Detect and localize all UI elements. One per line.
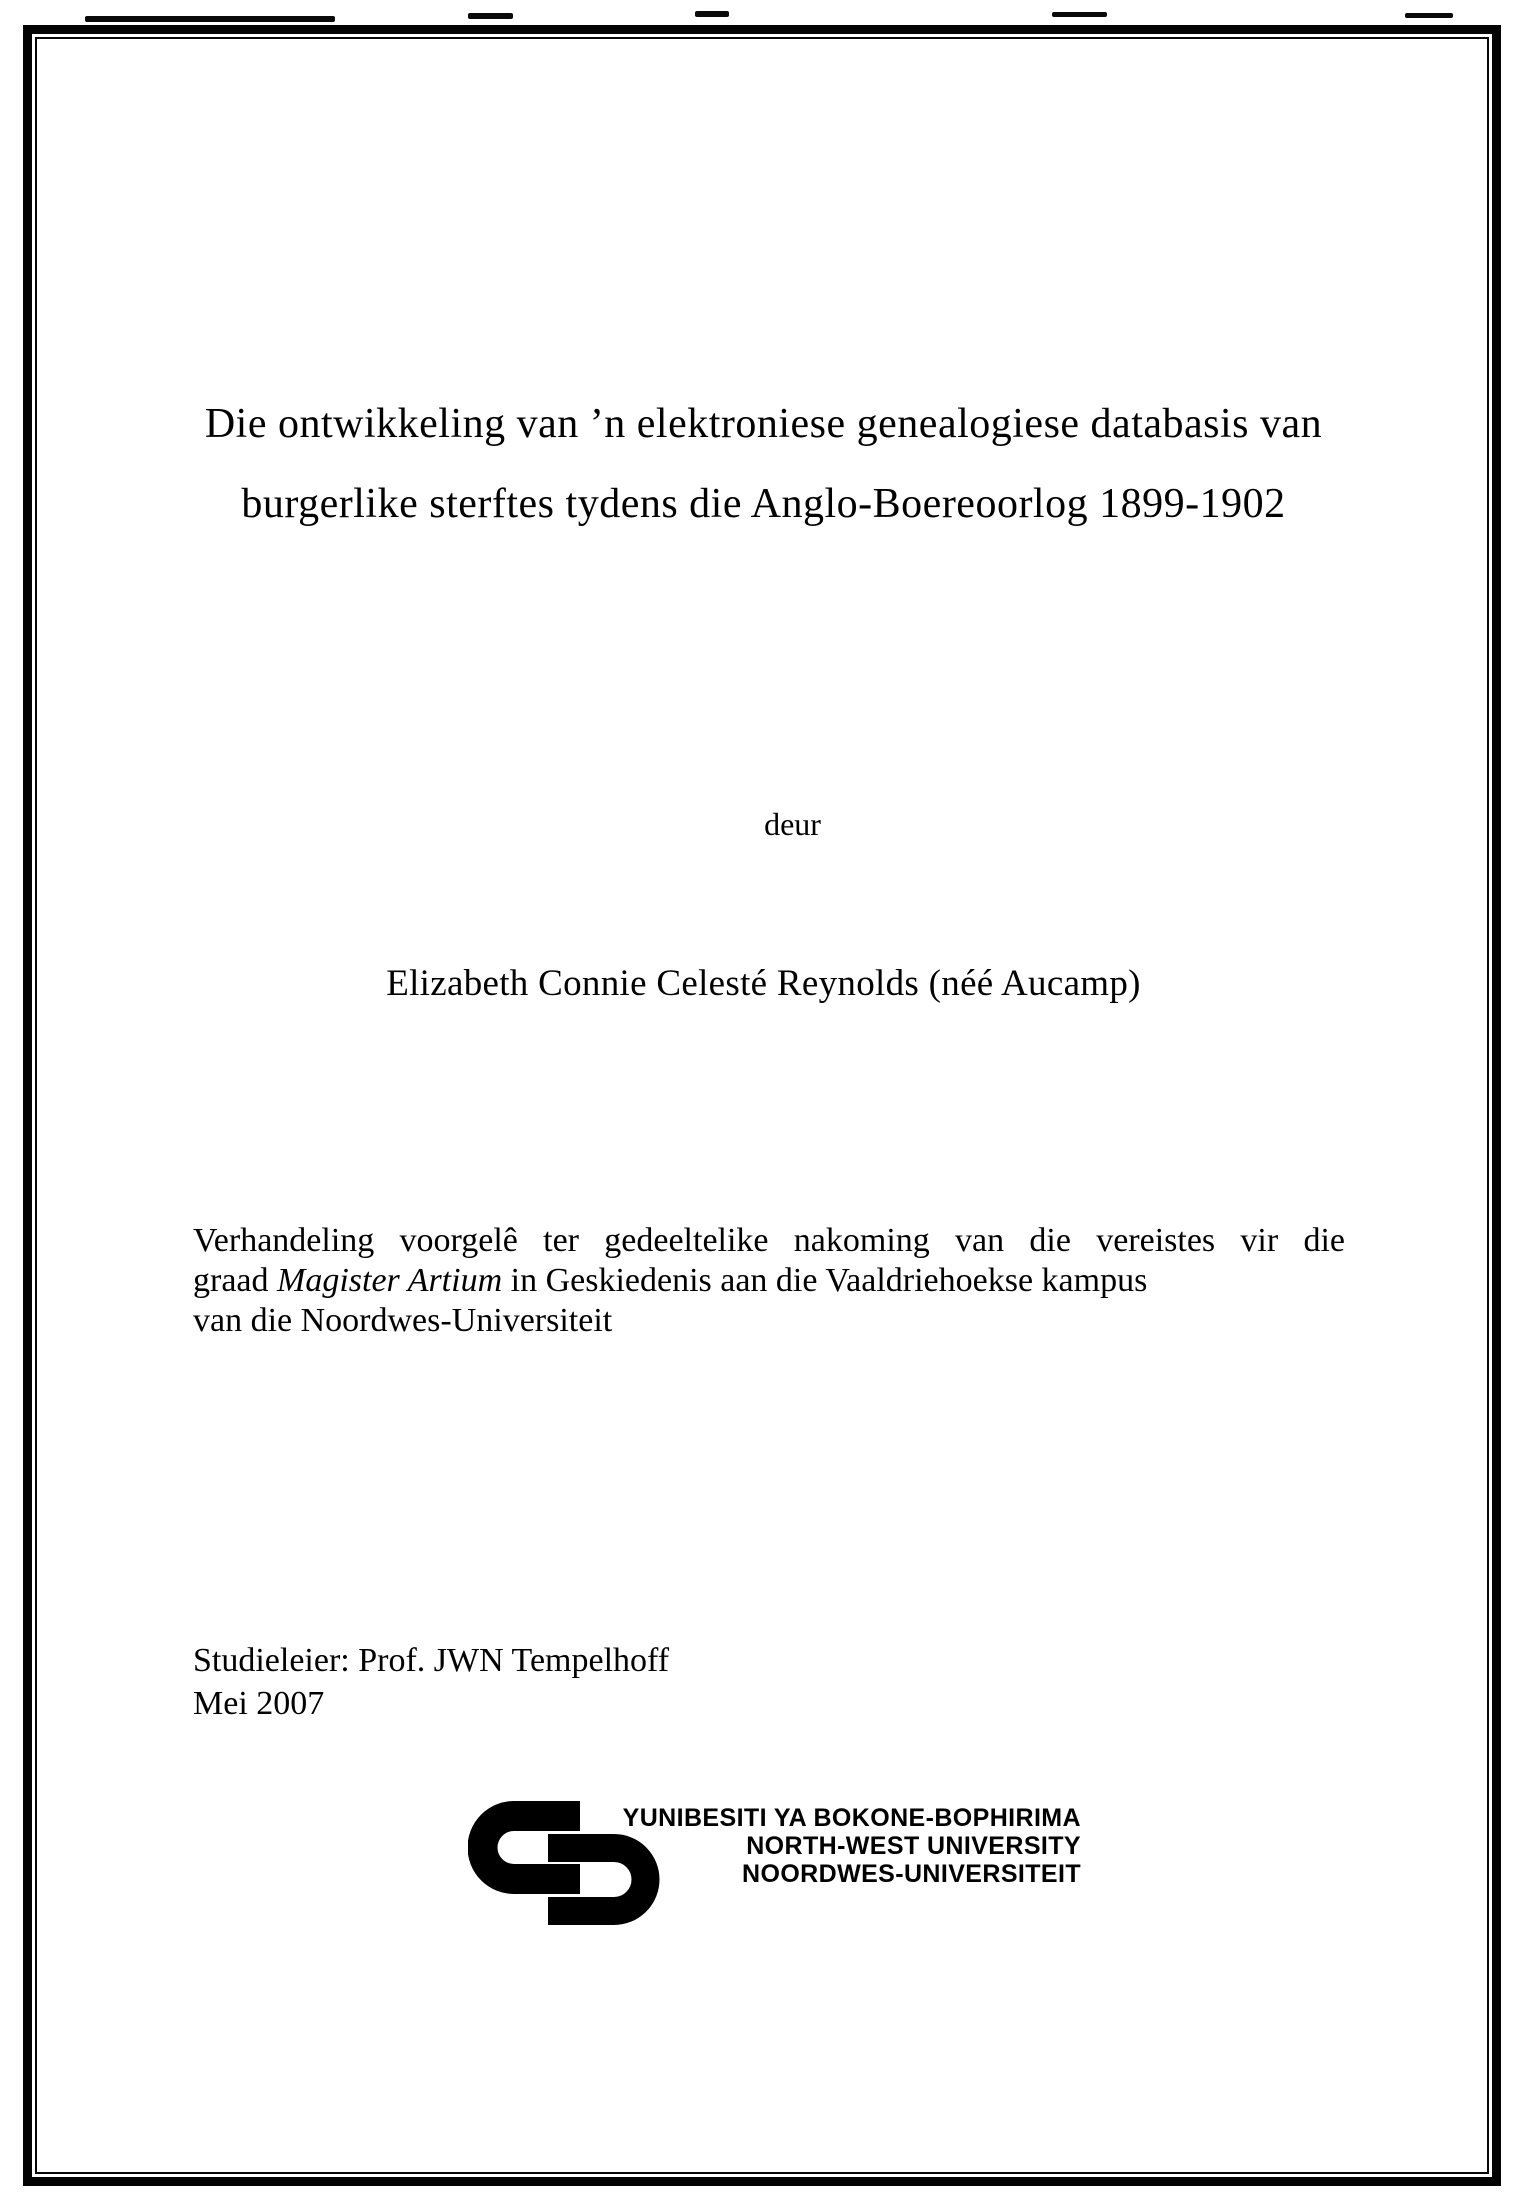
degree-name-italic: Magister Artium — [277, 1262, 503, 1299]
scan-artifact — [468, 13, 513, 19]
date-line: Mei 2007 — [193, 1685, 325, 1722]
scan-artifact — [1052, 12, 1107, 17]
supervisor-block — [193, 1639, 669, 1725]
byline-label: deur — [764, 806, 821, 842]
university-name-afrikaans: NOORDWES-UNIVERSITEIT — [742, 1860, 1081, 1888]
scan-artifact — [695, 11, 729, 17]
university-name-setswana: YUNIBESITI YA BOKONE-BOPHIRIMA — [622, 1804, 1081, 1832]
university-wordmark — [585, 1804, 1081, 1888]
thesis-title-line-2: burgerlike sterftes tydens die Anglo-Boereoorlog 1899-1902 — [241, 481, 1286, 527]
thesis-title-line-1: Die ontwikkeling van ’n elektroniese genealogiese databasis van — [204, 401, 1323, 447]
degree-statement-line-2-post: in Geskiedenis aan die Vaaldriehoekse kampus — [502, 1262, 1148, 1299]
degree-statement-line-2-pre: graad — [193, 1262, 278, 1299]
scan-artifact — [1405, 13, 1453, 18]
degree-statement-line-3: van die Noordwes-Universiteit — [193, 1302, 613, 1339]
scan-artifact — [85, 16, 335, 22]
supervisor-line: Studieleier: Prof. JWN Tempelhoff — [193, 1642, 670, 1679]
degree-statement-line-2 — [193, 1261, 1345, 1301]
university-name-english: NORTH-WEST UNIVERSITY — [746, 1832, 1081, 1860]
degree-statement-line-1: Verhandeling voorgelê ter gedeeltelike nakoming van die vereistes vir die — [193, 1222, 1345, 1259]
author-name: Elizabeth Connie Celesté Reynolds (néé Aucamp) — [386, 963, 1141, 1004]
thesis-title — [0, 384, 1527, 544]
degree-statement — [193, 1221, 1345, 1341]
